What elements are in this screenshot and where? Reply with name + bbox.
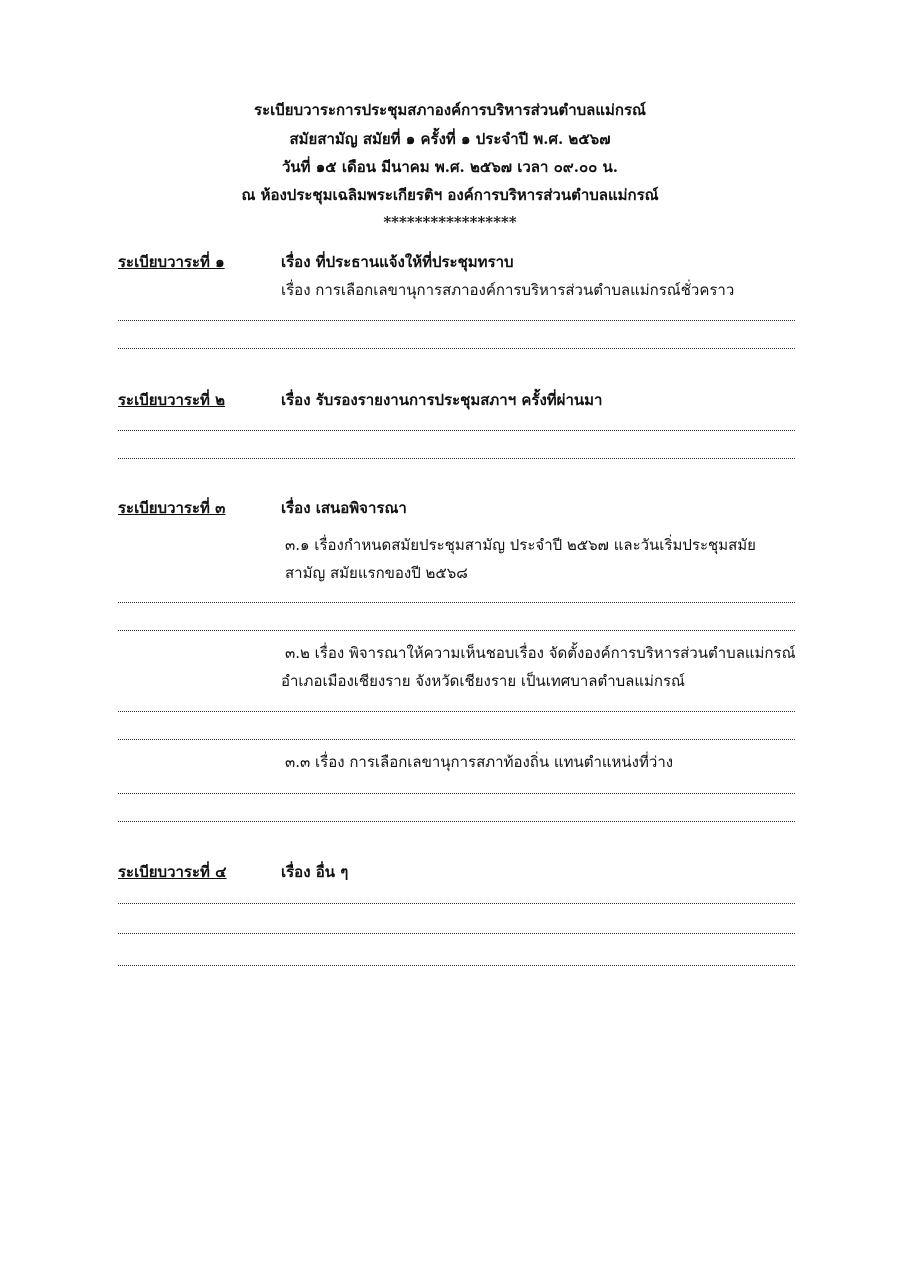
dotted-line (118, 739, 795, 740)
agenda-2-title: เรื่อง รับรองรายงานการประชุมสภาฯ ครั้งที่ผ่านมา (281, 391, 603, 409)
dotted-line (118, 821, 795, 822)
agenda-4-title: เรื่อง อื่น ๆ (281, 863, 349, 881)
agenda-1-sub: เรื่อง การเลือกเลขานุการสภาองค์การบริหารส่วนตำบลแม่กรณ์ชั่วคราว (281, 281, 735, 299)
agenda-1-label: ระเบียบวาระที่ ๑ (118, 253, 225, 271)
session-line: สมัยสามัญ สมัยที่ ๑ ครั้งที่ ๑ ประจำปี พ.ศ. ๒๕๖๗ (289, 130, 611, 148)
dotted-line (118, 320, 795, 321)
dotted-line (118, 711, 795, 712)
agenda-3-title: เรื่อง เสนอพิจารณา (281, 499, 407, 517)
agenda-3-label: ระเบียบวาระที่ ๓ (118, 499, 226, 517)
dotted-line (118, 430, 795, 431)
agenda-3-item-3-line1: ๓.๓ เรื่อง การเลือกเลขานุการสภาท้องถิ่น แทนตำแหน่งที่ว่าง (285, 753, 674, 771)
venue-line: ณ ห้องประชุมเฉลิมพระเกียรติฯ องค์การบริหารส่วนตำบลแม่กรณ์ (241, 186, 659, 204)
separator-stars: ***************** (383, 213, 517, 231)
dotted-line (118, 933, 795, 934)
dotted-line (118, 903, 795, 904)
dotted-line (118, 348, 795, 349)
agenda-3-item-1-line2: สามัญ สมัยแรกของปี ๒๕๖๘ (285, 564, 468, 582)
agenda-2-label: ระเบียบวาระที่ ๒ (118, 391, 226, 409)
agenda-3-item-1-line1: ๓.๑ เรื่องกำหนดสมัยประชุมสามัญ ประจำปี ๒๕๖๗ และวันเริ่มประชุมสมัย (285, 536, 756, 554)
dotted-line (118, 630, 795, 631)
dotted-line (118, 458, 795, 459)
dotted-line (118, 965, 795, 966)
agenda-3-item-2-line2: อำเภอเมืองเชียงราย จังหวัดเชียงราย เป็นเทศบาลตำบลแม่กรณ์ (281, 672, 685, 690)
dotted-line (118, 602, 795, 603)
doc-title: ระเบียบวาระการประชุมสภาองค์การบริหารส่วนตำบลแม่กรณ์ (254, 101, 646, 119)
agenda-4-label: ระเบียบวาระที่ ๔ (118, 863, 227, 881)
agenda-3-item-2-line1: ๓.๒ เรื่อง พิจารณาให้ความเห็นชอบเรื่อง จัดตั้งองค์การบริหารส่วนตำบลแม่กรณ์ (285, 644, 796, 662)
dotted-line (118, 793, 795, 794)
date-line: วันที่ ๑๕ เดือน มีนาคม พ.ศ. ๒๕๖๗ เวลา ๐๙.๐๐ น. (281, 158, 619, 176)
agenda-1-title: เรื่อง ที่ประธานแจ้งให้ที่ประชุมทราบ (281, 253, 514, 271)
